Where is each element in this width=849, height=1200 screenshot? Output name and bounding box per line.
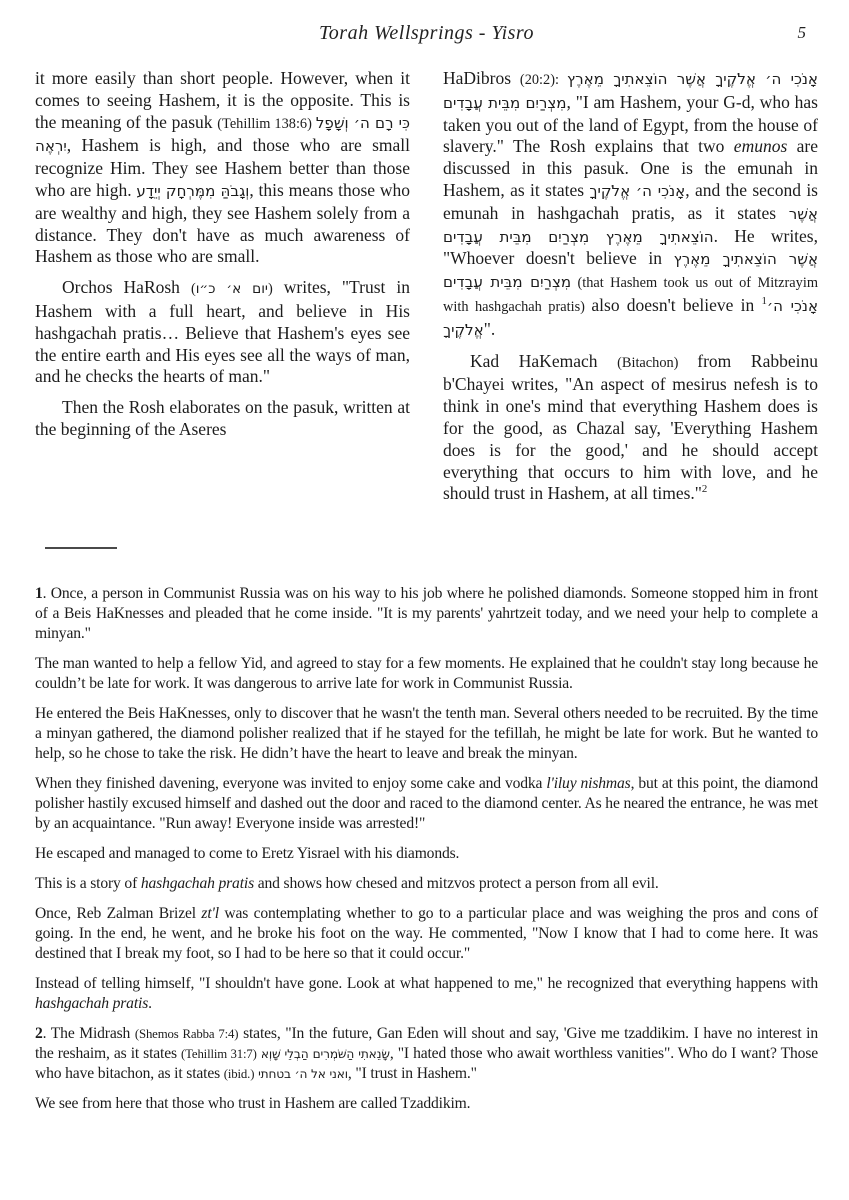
paragraph: HaDibros (20:2): אָנֹכִי ה׳ אֱלֹקֶיךָ אֲשֶׁר הוֹצֵאתִיךָ מֵאֶרֶץ מִצְרַיִם מִבֵּית עֲבָדִים, "I am Hashem, your G-d, who has taken you out of the land of Egypt, from the house of slavery." The Rosh explains that two emunos are discussed in this pasuk. One is the emunah in Hashem, as it states אָנֹכִי ה׳ אֱלֹקֶיךָ, and the second is emunah in hashgachah pratis, as it states אֲשֶׁר הוֹצֵאתִיךָ מֵאֶרֶץ מִצְרַיִם מִבֵּית עֲבָדִים. He writes, "Whoever doesn't believe in אֲשֶׁר הוֹצֵאתִיךָ מֵאֶרֶץ מִצְרַיִם מִבֵּית עֲבָדִים (that Hashem took us out of Mitzrayim with hashgachah pratis) also doesn't believe in $^1$אָנֹכִי ה׳ אֱלֹקֶיךָ".: [443, 68, 818, 339]
footnotes-section: [35, 584, 818, 1114]
footnote-separator: [45, 547, 117, 549]
paragraph: When they finished davening, everyone was invited to enjoy some cake and vodka l'iluy nishmas, but at this point, the diamond polisher hastily excused himself and dashed out the door and raced to the diamond center. As he neared the entrance, he was met by an acquaintance. "Run away! Everyone inside was arrested!": [35, 775, 818, 832]
paragraph: Orchos HaRosh (יום א׳ כ״ו) writes, "Trust in Hashem with a full heart, and believe in His hashgachah pratis… Believe that Hashem's eyes see the entire earth and His eyes see all the ways of man, and he checks the hearts of man.": [35, 277, 410, 387]
page-title: Torah Wellsprings - Yisro: [319, 22, 534, 44]
paragraph: The man wanted to help a fellow Yid, and agreed to stay for a few moments. He explained that he couldn't stay long because he couldn’t be late for work. It was dangerous to arrive late for work in Communist Russia.: [35, 655, 818, 692]
page-header: [35, 22, 818, 48]
paragraph: it more easily than short people. However, when it comes to seeing Hashem, it is the opposite. This is the meaning of the pasuk (Tehillim 138:6) כִּי רָם ה׳ וְשָׁפָל יִרְאֶה, Hashem is high, and those who are small recognize Him. They see Hashem better than those who are high. וְגָבֹהַּ מִמֶּרְחָק יְיֵדָע, this means those who are wealthy and high, they see Hashem solely from a distance. They don't have as much awareness of Hashem as those who are small.: [35, 68, 410, 267]
paragraph: We see from here that those who trust in Hashem are called Tzaddikim.: [35, 1095, 471, 1112]
paragraph: He entered the Beis HaKnesses, only to discover that he wasn't the tenth man. Several others needed to be recruited. By the time a minyan gathered, the diamond polisher realized that if he stayed for the tefillah, he might be late for work. But he wanted to help, so he chose to take the risk. He didn’t have the heart to leave and break the minyan.: [35, 705, 818, 762]
paragraph: Instead of telling himself, "I shouldn't have gone. Look at what happened to me," he recognized that everything happens with hashgachah pratis.: [35, 975, 818, 1012]
paragraph: 2. The Midrash (Shemos Rabba 7:4) states, "In the future, Gan Eden will shout and say, 'Give me tzaddikim. I have no interest in the reshaim, as it states (Tehillim 31:7) שָׂנֵאתִי הַשֹּׁמְרִים הַבְלֵי שָׁוְא, "I hated those who await worthless vanities". Who do I want? Those who have bitachon, as it states (ibid.) ואני אל ה׳ בטחתי, "I trust in Hashem.": [35, 1025, 819, 1082]
left-column: [35, 68, 410, 505]
paragraph: 1. Once, a person in Communist Russia was on his way to his job where he polished diamonds. Someone stopped him in front of a Beis HaKnesses and pleaded that he come inside. "It is my parents' yahrtzeit today, and we need your help to complete a minyan.": [35, 585, 818, 642]
paragraph: Kad HaKemach (Bitachon) from Rabbeinu b'Chayei writes, "An aspect of mesirus nefesh is to think in one's mind that everything Hashem does is for the good, as Chazal say, 'Everything Hashem does is for the good,' and he should accept everything that occurs to him with love, and he should trust in Hashem, at all times."$^2$: [443, 350, 818, 504]
paragraph: He escaped and managed to come to Eretz Yisrael with his diamonds.: [35, 845, 460, 862]
main-text-columns: [35, 68, 818, 505]
page-number: 5: [797, 23, 806, 42]
paragraph: Then the Rosh elaborates on the pasuk, written at the beginning of the Aseres: [35, 397, 410, 439]
paragraph: Once, Reb Zalman Brizel zt'l was contemplating whether to go to a particular place and was weighing the pros and cons of going. In the end, he went, and he broke his foot on the way. He commented, "Now I know that I had to come here. It was destined that I break my foot, so I had to be here so that it could occur.": [35, 905, 819, 962]
paragraph: This is a story of hashgachah pratis and shows how chesed and mitzvos protect a person from all evil.: [35, 875, 659, 892]
right-column: [443, 68, 818, 505]
